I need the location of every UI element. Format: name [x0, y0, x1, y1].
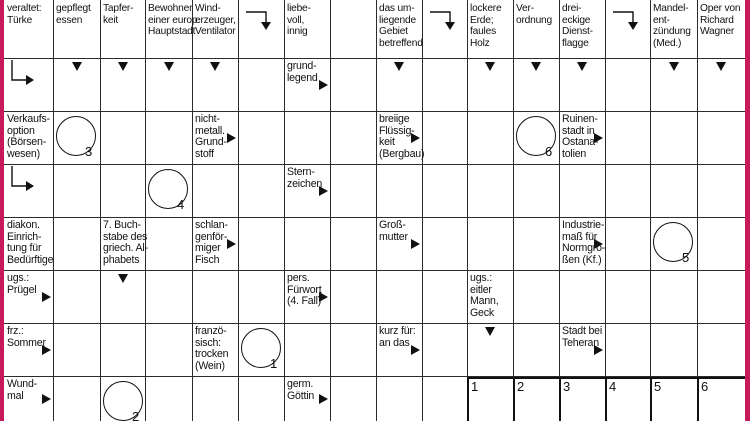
clue-cell: Mandel- ent- zündung (Med.) [653, 3, 691, 49]
clue-cell: Tapfer- keit [103, 3, 134, 26]
solution-box-divider [697, 377, 699, 421]
answer-cell[interactable] [605, 164, 650, 217]
circle-number: 6 [545, 144, 553, 159]
answer-cell[interactable] [238, 376, 284, 421]
circle-number: 3 [85, 144, 93, 159]
arrow-down-icon [72, 62, 82, 71]
arrow-right-icon [594, 133, 603, 143]
answer-cell[interactable] [330, 58, 376, 111]
answer-cell[interactable] [513, 164, 559, 217]
solution-number: 4 [609, 379, 617, 394]
clue-cell: diakon. Einrich- tung für Bedürftige [7, 219, 54, 266]
clue-cell: grund- legend [287, 60, 318, 84]
circle-number: 5 [682, 250, 690, 265]
answer-cell[interactable] [605, 58, 650, 111]
circle-number: 1 [270, 356, 278, 371]
solution-box-divider [650, 377, 652, 421]
answer-cell[interactable] [605, 270, 650, 323]
answer-cell[interactable] [422, 111, 467, 164]
clue-cell: pers. Fürwort (4. Fall) [287, 272, 322, 308]
arrow-right-icon [42, 292, 51, 302]
clue-cell: germ. Göttin [287, 378, 315, 402]
solution-number: 3 [563, 379, 571, 394]
clue-cell: drei- eckige Dienst- flagge [562, 3, 593, 49]
solution-box-divider [467, 377, 469, 421]
clue-cell: Stern- zeichen [287, 166, 323, 190]
answer-cell[interactable] [284, 111, 330, 164]
clue-cell: Stadt bei Teheran [562, 325, 603, 349]
answer-cell[interactable] [467, 164, 513, 217]
clue-cell: ugs.: eitler Mann, Geck [470, 272, 499, 319]
bent-arrow-down-icon [430, 6, 460, 36]
arrow-down-icon [118, 274, 128, 283]
answer-cell[interactable] [100, 164, 145, 217]
arrow-right-icon [42, 394, 51, 404]
arrow-right-icon [319, 80, 328, 90]
answer-cell[interactable] [238, 217, 284, 270]
arrow-down-icon [210, 62, 220, 71]
clue-cell: Wund- mal [7, 378, 38, 402]
clue-cell: Ver- ordnung [516, 3, 552, 26]
arrow-down-icon [485, 327, 495, 336]
arrow-right-icon [594, 239, 603, 249]
clue-cell: Groß- mutter [379, 219, 408, 243]
answer-cell[interactable] [467, 217, 513, 270]
arrow-right-icon [411, 239, 420, 249]
answer-cell[interactable] [330, 164, 376, 217]
clue-cell: Verkaufs- option (Börsen- wesen) [7, 113, 50, 160]
answer-cell[interactable] [238, 164, 284, 217]
answer-cell[interactable] [650, 164, 697, 217]
answer-cell[interactable] [330, 323, 376, 376]
answer-cell[interactable] [284, 217, 330, 270]
answer-cell[interactable] [376, 164, 422, 217]
arrow-right-icon [411, 133, 420, 143]
answer-cell[interactable] [559, 270, 605, 323]
arrow-right-icon [227, 133, 236, 143]
answer-cell[interactable] [697, 323, 745, 376]
answer-cell[interactable] [422, 164, 467, 217]
answer-cell[interactable] [330, 0, 376, 58]
answer-cell[interactable] [145, 111, 192, 164]
bent-arrow-down-icon [613, 6, 643, 36]
answer-cell[interactable] [422, 217, 467, 270]
answer-cell[interactable] [697, 164, 745, 217]
answer-cell[interactable] [697, 111, 745, 164]
clue-cell: schlan- genför- miger Fisch [195, 219, 228, 266]
clue-cell: ugs.: Prügel [7, 272, 37, 296]
right-frame-border [745, 0, 750, 421]
arrow-down-icon [531, 62, 541, 71]
clue-cell: nicht- metall. Grund- stoff [195, 113, 227, 160]
answer-cell[interactable] [330, 111, 376, 164]
answer-cell[interactable] [145, 270, 192, 323]
answer-cell[interactable] [650, 270, 697, 323]
answer-cell[interactable] [100, 111, 145, 164]
answer-cell[interactable] [192, 376, 238, 421]
arrow-right-icon [319, 186, 328, 196]
answer-cell[interactable] [238, 58, 284, 111]
answer-cell[interactable] [605, 111, 650, 164]
answer-cell[interactable] [513, 217, 559, 270]
arrow-right-icon [319, 394, 328, 404]
answer-cell[interactable] [145, 323, 192, 376]
answer-cell[interactable] [422, 323, 467, 376]
clue-cell: breiige Flüssig- keit (Bergbau) [379, 113, 425, 160]
clue-cell: Wind- erzeuger, Ventilator [195, 3, 236, 38]
answer-cell[interactable] [330, 376, 376, 421]
answer-cell[interactable] [605, 323, 650, 376]
arrow-down-icon [485, 62, 495, 71]
arrow-down-icon [716, 62, 726, 71]
answer-cell[interactable] [559, 164, 605, 217]
answer-cell[interactable] [467, 111, 513, 164]
solution-number: 6 [701, 379, 709, 394]
clue-cell: gepflegt essen [56, 3, 91, 26]
clue-cell: das um- liegende Gebiet betreffend [379, 3, 423, 49]
answer-cell[interactable] [192, 270, 238, 323]
answer-cell[interactable] [513, 270, 559, 323]
clue-cell: 7. Buch- stabe des griech. Al- phabets [103, 219, 148, 266]
clue-cell: frz.: Sommer [7, 325, 46, 349]
solution-box-divider [559, 377, 561, 421]
answer-cell[interactable] [422, 270, 467, 323]
answer-cell[interactable] [513, 323, 559, 376]
arrow-right-icon [227, 239, 236, 249]
arrow-right-icon [594, 345, 603, 355]
answer-cell[interactable] [422, 58, 467, 111]
answer-cell[interactable] [238, 111, 284, 164]
answer-cell[interactable] [238, 270, 284, 323]
answer-cell[interactable] [145, 376, 192, 421]
answer-cell[interactable] [53, 323, 100, 376]
solution-number: 1 [471, 379, 479, 394]
answer-cell[interactable] [284, 323, 330, 376]
answer-cell[interactable] [53, 164, 100, 217]
answer-cell[interactable] [330, 270, 376, 323]
answer-cell[interactable] [697, 217, 745, 270]
answer-cell[interactable] [376, 270, 422, 323]
answer-cell[interactable] [145, 217, 192, 270]
solution-number: 5 [654, 379, 662, 394]
circle-number: 4 [177, 197, 185, 212]
answer-cell[interactable] [330, 217, 376, 270]
answer-cell[interactable] [53, 217, 100, 270]
arrow-down-icon [394, 62, 404, 71]
answer-cell[interactable] [53, 376, 100, 421]
answer-cell[interactable] [605, 217, 650, 270]
arrow-right-icon [411, 345, 420, 355]
clue-cell: veraltet: Türke [7, 3, 42, 26]
arrow-right-icon [42, 345, 51, 355]
answer-cell[interactable] [53, 270, 100, 323]
clue-cell: Ruinen- stadt in Ostana- tolien [562, 113, 599, 160]
bent-arrow-down-icon [246, 6, 276, 36]
solution-box-divider [513, 377, 515, 421]
solution-box-divider [605, 377, 607, 421]
clue-cell: franzö- sisch: trocken (Wein) [195, 325, 229, 372]
clue-cell: Oper von Richard Wagner [700, 3, 741, 38]
answer-cell[interactable] [650, 111, 697, 164]
clue-cell: Bewohner einer europ. Hauptstadt [148, 3, 200, 38]
clue-cell: Industrie- maß für Normgrö- ßen (Kf.) [562, 219, 606, 266]
clue-cell: lockere Erde; faules Holz [470, 3, 502, 49]
arrow-down-icon [118, 62, 128, 71]
bent-arrow-right-icon [10, 166, 40, 200]
arrow-down-icon [164, 62, 174, 71]
clue-cell: kurz für: an das [379, 325, 416, 349]
clue-cell: liebe- voll, innig [287, 3, 311, 38]
answer-cell[interactable] [376, 376, 422, 421]
arrow-down-icon [577, 62, 587, 71]
answer-cell[interactable] [422, 376, 467, 421]
answer-cell[interactable] [192, 164, 238, 217]
solution-number: 2 [517, 379, 525, 394]
arrow-right-icon [319, 292, 328, 302]
answer-cell[interactable] [697, 270, 745, 323]
bent-arrow-right-icon [10, 60, 40, 94]
circle-number: 2 [132, 409, 140, 424]
answer-cell[interactable] [650, 323, 697, 376]
arrow-down-icon [669, 62, 679, 71]
answer-cell[interactable] [100, 323, 145, 376]
